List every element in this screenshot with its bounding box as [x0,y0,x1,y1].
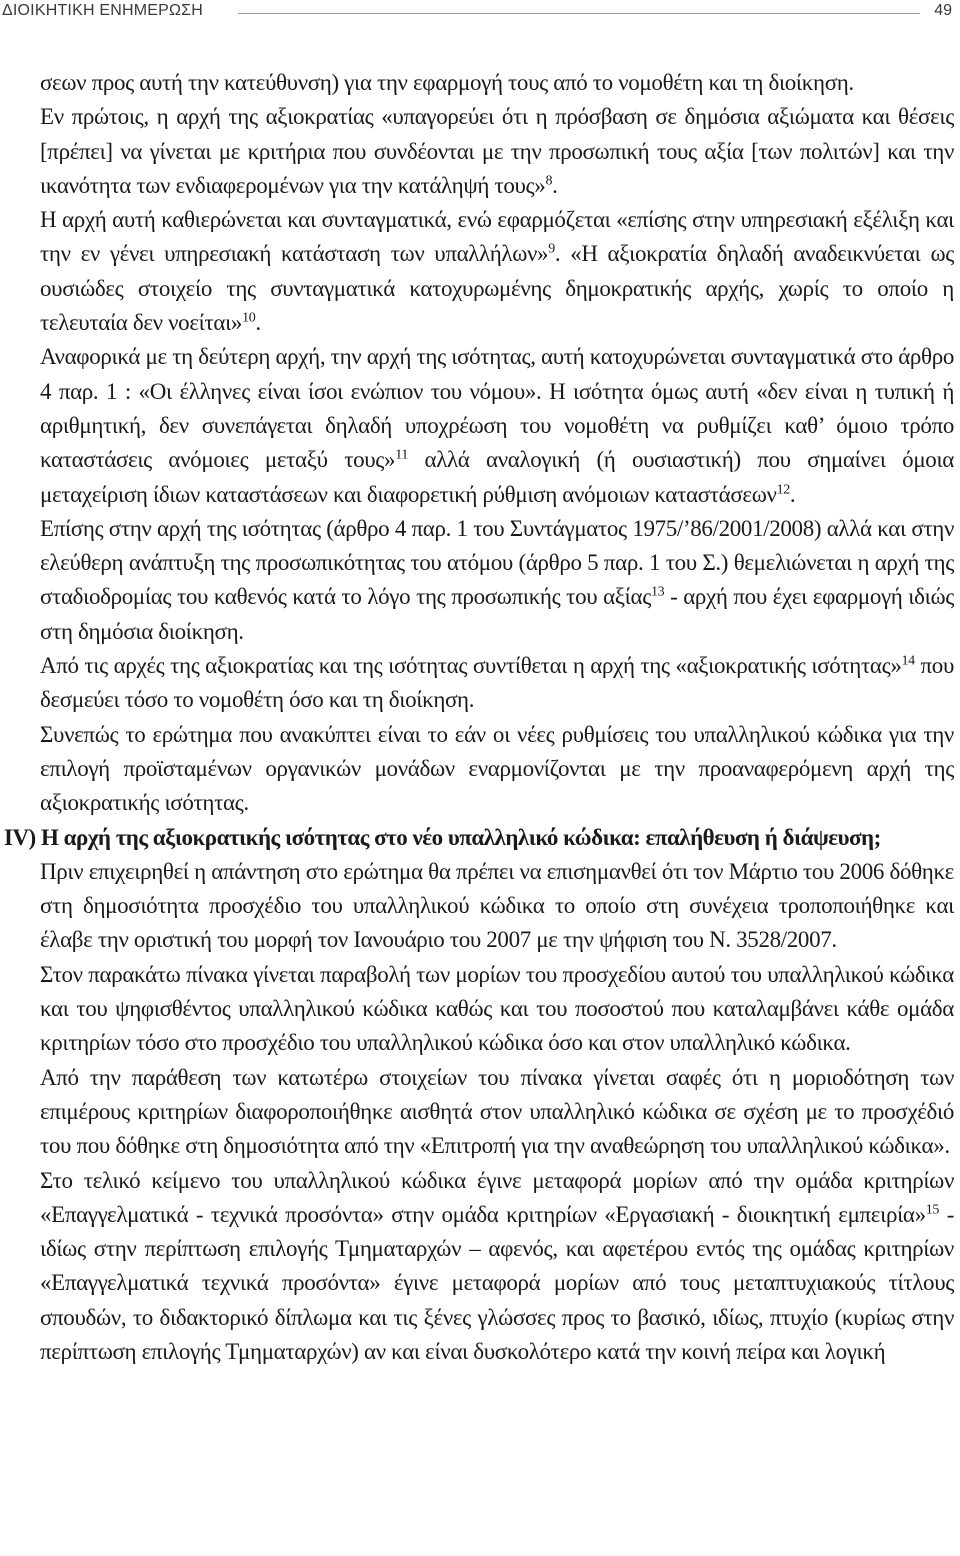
paragraph-text: Συνεπώς το ερώτημα που ανακύπτει είναι το εάν οι νέες ρυθμίσεις του υπαλληλικού κώδικα για την επιλογή προϊσταμένων οργανικών μονάδων εναρμονίζονται με την προαναφερόμενη αρχή της αξιοκρατικής ισότητας. [40,721,954,816]
footnote-ref-13[interactable]: 13 [650,584,665,600]
paragraph-text: - ιδίως στην περίπτωση επιλογής Τμηματαρχών – αφενός, και αφετέρου εντός της ομάδας κριτηρίων «Επαγγελματικά τεχνικά προσόντα» έγινε μεταφορά μορίων από τους μεταπτυχιακούς τίτλους σπουδών, το διδακτορικό δίπλωμα και τις ξένες γλώσσες προς το βασικό, ιδίως, πτυχίο (κυρίως στην περίπτωση επιλογής Τμηματαρχών) αν και είναι δυσκολότερο κατά την κοινή πείρα και λογική [40,1201,955,1364]
footnote-ref-12[interactable]: 12 [776,481,790,497]
section-heading-iv [4,821,954,855]
footnote-ref-15[interactable]: 15 [925,1202,940,1218]
paragraph-continuation [40,66,954,100]
paragraph-text: Αναφορικά με τη δεύτερη αρχή, την αρχή της ισότητας, αυτή κατοχυρώνεται συνταγματικά στο άρθρο 4 παρ. 1 : «Οι έλληνες είναι ίσοι ενώπιον του νόμου». Η ισότητα όμως αυτή «δεν είναι η τυπική ή αριθμητική, δεν συνεπάγεται δηλαδή υποχρέωση του νομοθέτη να ρυθμίζει καθ’ όμοιο τρόπο καταστάσεις ανόμοιες μεταξύ τους» [40,344,954,473]
paragraph-text: αλλά αναλογική (ή ουσιαστική) που σημαίνει όμοια μεταχείριση ίδιων καταστάσεων και διαφορετική ρύθμιση ανόμοιων καταστάσεων [40,447,954,507]
paragraph-text: . [552,172,558,198]
paragraph-text: Η αρχή αυτή καθιερώνεται και συνταγματικά, ενώ εφαρμόζεται «επίσης στην υπηρεσιακή εξέλιξη και την εν γένει υπηρεσιακή κατάσταση των υπαλλήλων» [40,207,954,267]
running-header [0,0,960,26]
paragraph-text: - αρχή που έχει εφαρμογή ιδιώς στη δημόσια διοίκηση. [40,584,955,644]
paragraph-text: που δεσμεύει τόσο το νομοθέτη όσο και τη διοίκηση. [40,653,954,713]
paragraph-meritocracy [40,100,954,203]
paragraph-text: . «Η αξιοκρατία δηλαδή αναδεικνύεται ως ουσιώδες στοιχείο της συνταγματικά κατοχυρωμένης δημοκρατικής αρχής, χωρίς το οποίο η τελευταία δεν νοείται» [40,241,954,336]
footnote-ref-14[interactable]: 14 [901,653,915,669]
paragraph-text: Από τις αρχές της αξιοκρατίας και της ισότητας συντίθεται η αρχή της «αξιοκρατικής ισότητας» [40,653,902,679]
publication-title: ΔΙΟΙΚΗΤΙΚΗ ΕΝΗΜΕΡΩΣΗ [2,2,203,19]
paragraph-question [40,718,954,821]
paragraph-equality [40,340,954,511]
paragraph-draft [40,855,954,958]
paragraph-text: Επίσης στην αρχή της ισότητας (άρθρο 4 παρ. 1 του Συντάγματος 1975/’86/2001/2008) αλλά και στην ελεύθερη ανάπτυξη της προσωπικότητας του ατόμου (άρθρο 5 παρ. 1 του Σ.) θεμελιώνεται η αρχή της σταδιοδρομίας του καθενός κατά το λόγο της προσωπικής του αξίας [40,515,954,610]
paragraph-text: Από την παράθεση των κατωτέρω στοιχείων του πίνακα γίνεται σαφές ότι η μοριοδότηση των επιμέρους κριτηρίων διαφοροποιήθηκε αισθητά στον υπαλληλικό κώδικα σε σχέση με το προσχέδιό του που δόθηκε στη δημοσιότητα από την «Επιτροπή για την αναθεώρηση του υπαλληλικού κώδικα». [40,1064,954,1159]
paragraph-text: Εν πρώτοις, η αρχή της αξιοκρατίας «υπαγορεύει ότι η πρόσβαση σε δημόσια αξιώματα και θέσεις [πρέπει] να γίνεται με κριτήρια που συνδέονται με την προσωπική τους αξία [των πολιτών] και την ικανότητα των ενδιαφερομένων για την κατάληψή τους» [40,104,954,198]
footnote-ref-9[interactable]: 9 [548,241,555,257]
paragraph-table-intro [40,958,954,1061]
paragraph-text: . [255,310,261,336]
page-number: 49 [934,2,952,19]
body-text [4,66,955,1369]
paragraph-merit-equality [40,649,954,718]
paragraph-text: . [789,481,796,507]
paragraph-comparison [40,1061,954,1164]
paragraph-text: Στο τελικό κείμενο του υπαλληλικού κώδικα έγινε μεταφορά μορίων από την ομάδα κριτηρίων «Επαγγελματικά - τεχνικά προσόντα» στην ομάδα κριτηρίων «Εργασιακή - διοικητική εμπειρία» [40,1167,954,1227]
paragraph-text: Στον παρακάτω πίνακα γίνεται παραβολή των μορίων του προσχεδίου αυτού του υπαλληλικού κώδικα και του ψηφισθέντος υπαλληλικού κώδικα καθώς και του ποσοστού που καταλαμβάνει κάθε ομάδα κριτηρίων τόσο στο προσχέδιο του υπαλληλικού κώδικα όσο και στον υπαλληλικό κώδικα. [40,961,954,1056]
footnote-ref-10[interactable]: 10 [242,310,256,326]
footnote-ref-8[interactable]: 8 [545,173,553,189]
paragraph-final-text [40,1164,954,1370]
header-rule [238,13,920,14]
paragraph-constitutional [40,203,954,340]
footnote-ref-11[interactable]: 11 [395,447,408,463]
paragraph-text: σεων προς αυτή την κατεύθυνση) για την εφαρμογή τους από το νομοθέτη και τη διοίκηση. [40,70,854,95]
heading-text: IV) Η αρχή της αξιοκρατικής ισότητας στο νέο υπαλληλικό κώδικα: επαλήθευση ή διάψευση; [4,824,881,850]
paragraph-text: Πριν επιχειρηθεί η απάντηση στο ερώτημα θα πρέπει να επισημανθεί ότι τον Μάρτιο του 2006 δόθηκε στη δημοσιότητα προσχέδιο του υπαλληλικού κώδικα το οποίο στη συνέχεια τροποποιήθηκε και έλαβε την οριστική του μορφή τον Ιανουάριο του 2007 με την ψήφιση του Ν. 3528/2007. [40,858,954,953]
paragraph-career [40,512,954,649]
